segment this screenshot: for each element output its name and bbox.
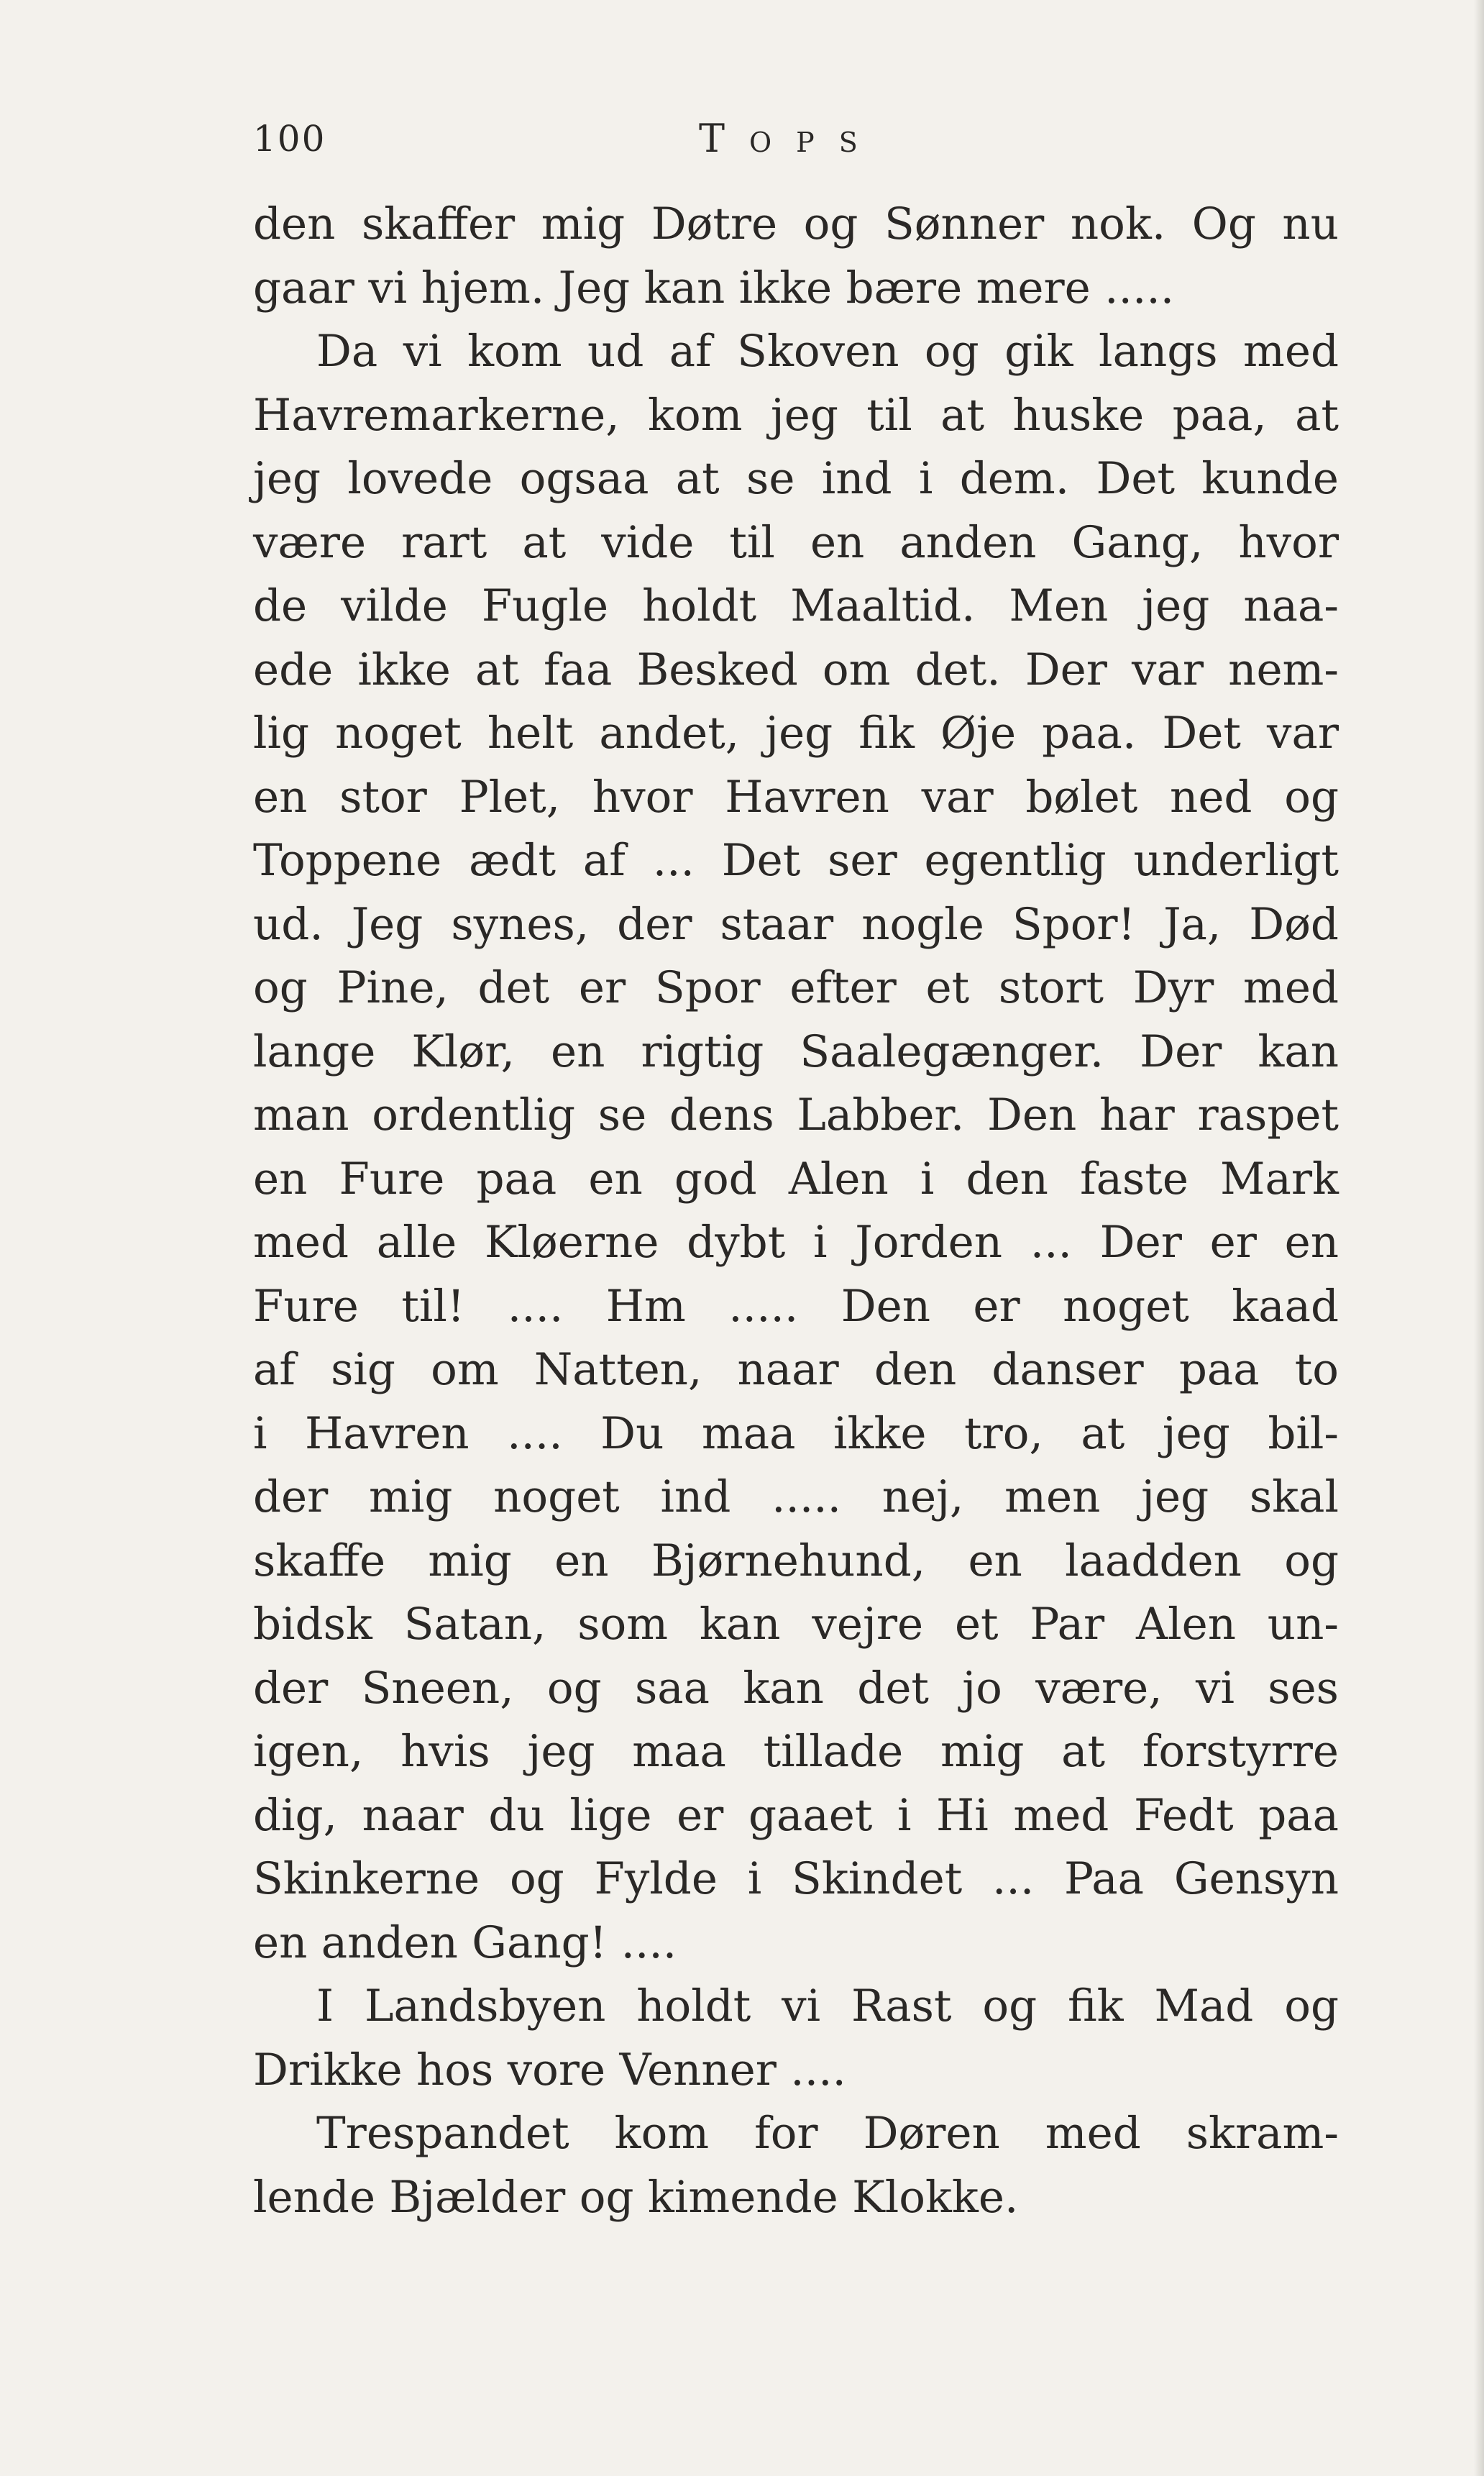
text-line: lig noget helt andet, jeg fik Øje paa. Det var [253, 708, 1339, 759]
text-line: Trespandet kom for Døren med skram- [316, 2108, 1339, 2159]
text-line: være rart at vide til en anden Gang, hvor [253, 516, 1339, 568]
text-line: Havremarkerne, kom jeg til at huske paa, at [253, 389, 1339, 441]
text-line: der mig noget ind ..... nej, men jeg skal [253, 1471, 1339, 1522]
text-line: Fure til! .... Hm ..... Den er noget kaad [253, 1280, 1339, 1332]
text-line: en Fure paa en god Alen i den faste Mark [253, 1153, 1339, 1205]
text-line: jeg lovede ogsaa at se ind i dem. Det kunde [253, 453, 1339, 504]
text-line: Toppene ædt af ... Det ser egentlig underligt [253, 835, 1339, 886]
page-edge-shadow [1474, 0, 1484, 2476]
text-line: dig, naar du lige er gaaet i Hi med Fedt paa [253, 1789, 1339, 1841]
text-line: skaffe mig en Bjørnehund, en laadden og [253, 1535, 1339, 1586]
text-line: de vilde Fugle holdt Maaltid. Men jeg naa- [253, 580, 1339, 631]
text-line: igen, hvis jeg maa tillade mig at forstyrre [253, 1726, 1339, 1777]
text-line: lende Bjælder og kimende Klokke. [253, 2171, 1019, 2223]
text-line: i Havren .... Du maa ikke tro, at jeg bil- [253, 1407, 1339, 1459]
text-line: af sig om Natten, naar den danser paa to [253, 1344, 1339, 1395]
page-number: 100 [253, 118, 326, 160]
text-line: Skinkerne og Fylde i Skindet ... Paa Gensyn [253, 1853, 1339, 1904]
text-line: en stor Plet, hvor Havren var bølet ned og [253, 771, 1339, 823]
body-text [253, 193, 1339, 2229]
text-line: Drikke hos vore Venner .... [253, 2044, 846, 2096]
text-line: I Landsbyen holdt vi Rast og fik Mad og [316, 1981, 1339, 2032]
text-line: gaar vi hjem. Jeg kan ikke bære mere ..... [253, 262, 1175, 314]
text-line: lange Klør, en rigtig Saalegænger. Der kan [253, 1025, 1339, 1077]
text-line: og Pine, det er Spor efter et stort Dyr med [253, 962, 1339, 1013]
running-title: Tops [699, 116, 882, 161]
text-line: en anden Gang! .... [253, 1917, 677, 1968]
text-line: man ordentlig se dens Labber. Den har raspet [253, 1089, 1339, 1141]
text-line: den skaffer mig Døtre og Sønner nok. Og nu [253, 198, 1339, 250]
text-line: ud. Jeg synes, der staar nogle Spor! Ja, Død [253, 898, 1339, 950]
running-head [253, 114, 1339, 164]
text-line: med alle Kløerne dybt i Jorden ... Der er en [253, 1217, 1339, 1268]
text-line: der Sneen, og saa kan det jo være, vi ses [253, 1662, 1339, 1714]
text-line: ede ikke at faa Besked om det. Der var nem- [253, 644, 1339, 695]
text-line: Da vi kom ud af Skoven og gik langs med [316, 326, 1339, 377]
text-line: bidsk Satan, som kan vejre et Par Alen un- [253, 1599, 1339, 1650]
